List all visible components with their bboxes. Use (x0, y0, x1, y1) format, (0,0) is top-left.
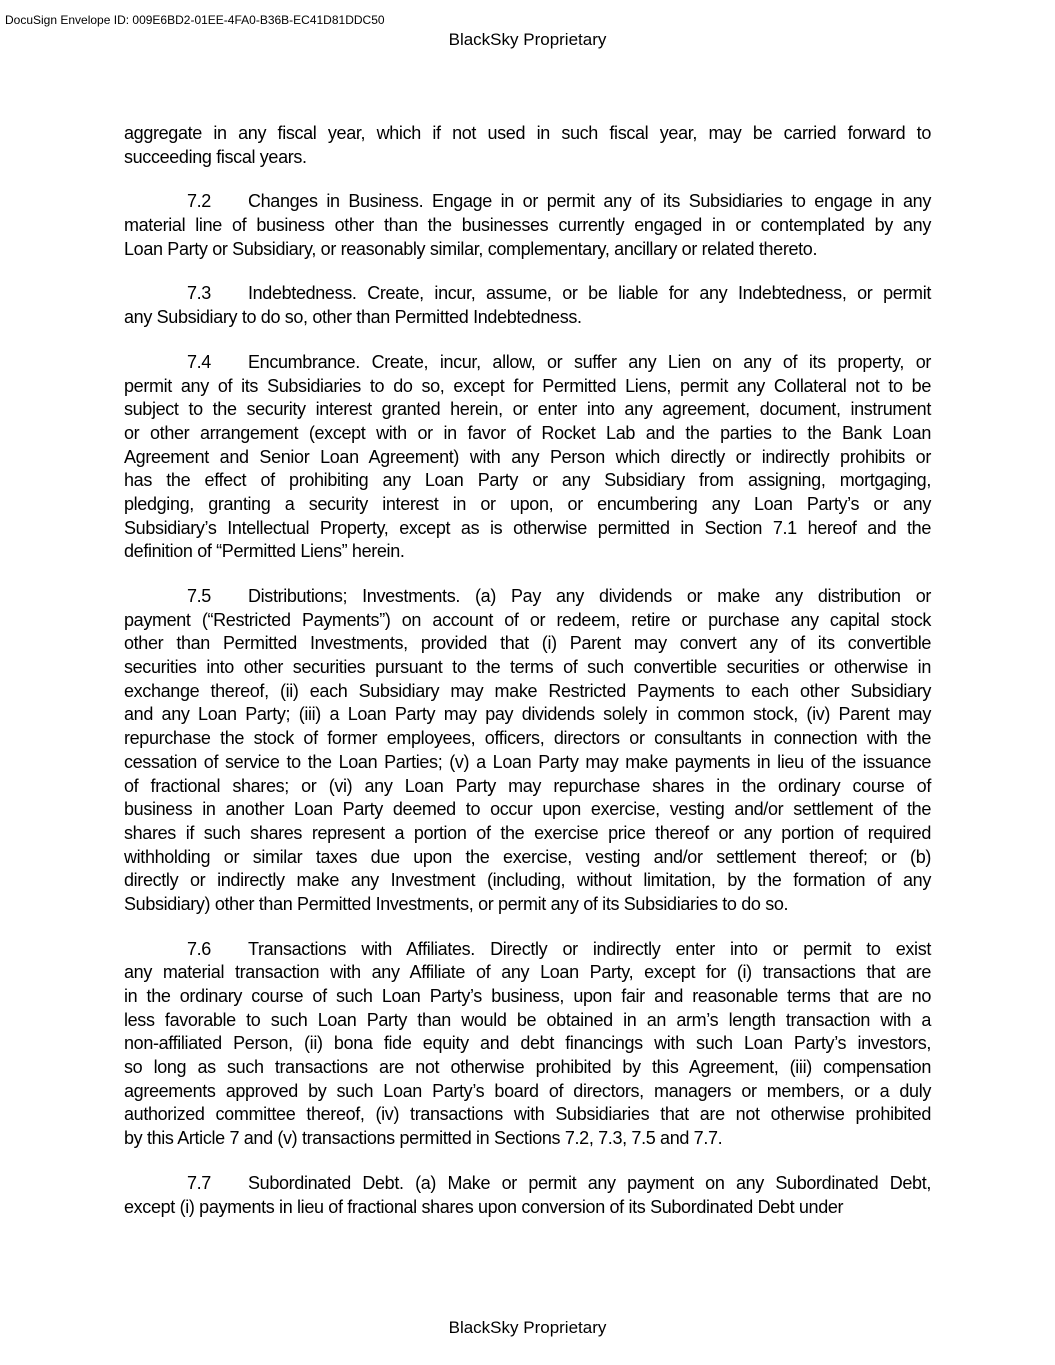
section-7-4 (124, 351, 931, 564)
text-line (124, 282, 931, 306)
text-line: subject to the security interest granted herein, or enter into any agreement, document, instrument (124, 399, 931, 420)
text-line: Subsidiary’s Intellectual Property, except as is otherwise permitted in Section 7.1 hereof and the (124, 517, 931, 538)
docusign-envelope-id: DocuSign Envelope ID: 009E6BD2-01EE-4FA0-B36B-EC41D81DDC50 (5, 13, 385, 27)
page-header: BlackSky Proprietary (448, 30, 607, 49)
section-number: 7.3 (187, 283, 211, 304)
section-number: 7.2 (187, 191, 211, 212)
text-line: Loan Party or Subsidiary, or reasonably similar, complementary, ancillary or related thereto. (124, 238, 818, 259)
section-number: 7.7 (187, 1172, 211, 1193)
section-title: Transactions with Affiliates. (248, 938, 475, 959)
section-text: Engage in or permit any of its Subsidiaries to engage in any (431, 191, 931, 212)
section-title: Distributions; Investments. (248, 586, 460, 606)
text-line: shares if such shares represent a portion of the exercise price thereof or any portion of required (124, 822, 931, 843)
text-line: material line of business other than the businesses currently engaged in or contemplated by any (124, 215, 931, 236)
section-number: 7.4 (187, 351, 211, 372)
section-number: 7.5 (187, 586, 211, 606)
document-body (124, 122, 931, 1240)
text-line (124, 351, 931, 375)
text-line (124, 1172, 931, 1196)
text-line: repurchase the stock of former employees, officers, directors or consultants in connection with the (124, 728, 931, 749)
section-number: 7.6 (187, 938, 211, 959)
text-line: cessation of service to the Loan Parties; (v) a Loan Party may make payments in lieu of the issuance (124, 751, 931, 772)
section-7-3 (124, 282, 931, 329)
text-line: permit any of its Subsidiaries to do so, except for Permitted Liens, permit any Collateral not to be (124, 375, 931, 396)
text-line: Agreement and Senior Loan Agreement) with any Person which directly or indirectly prohibits or (124, 446, 931, 467)
section-title: Encumbrance. (248, 351, 360, 372)
text-line: Subsidiary) other than Permitted Investments, or permit any of its Subsidiaries to do so. (124, 893, 789, 914)
text-line: except (i) payments in lieu of fractional shares upon conversion of its Subordinated Debt under (124, 1196, 844, 1217)
section-text: (a) Make or permit any payment on any Subordinated Debt, (415, 1172, 932, 1193)
text-line: other than Permitted Investments, provided that (i) Parent may convert any of its convertible (124, 633, 931, 654)
text-line: withholding or similar taxes due upon the exercise, vesting and/or settlement thereof; or (b) (124, 846, 931, 867)
text-line: in the ordinary course of such Loan Party’s business, upon fair and reasonable terms that are no (124, 986, 931, 1006)
text-line: non-affiliated Person, (ii) bona fide equity and debt financings with such Loan Party’s investors, (124, 1033, 931, 1054)
section-title: Changes in Business. (248, 191, 424, 212)
text-line: authorized committee thereof, (iv) transactions with Subsidiaries that are not otherwise prohibited (124, 1104, 931, 1125)
text-line: payment (“Restricted Payments”) on account of or redeem, retire or purchase any capital stock (124, 609, 931, 630)
section-7-2 (124, 190, 931, 261)
text-line: and any Loan Party; (iii) a Loan Party may pay dividends solely in common stock, (iv) Parent may (124, 704, 931, 725)
text-line: less favorable to such Loan Party than would be obtained in an arm’s length transaction with a (124, 1009, 931, 1030)
text-line: any Subsidiary to do so, other than Permitted Indebtedness. (124, 307, 582, 328)
text-line: of fractional shares; or (vi) any Loan Party may repurchase shares in the ordinary course of (124, 775, 931, 796)
section-text: (a) Pay any dividends or make any distribution or (475, 586, 931, 606)
text-line: pledging, granting a security interest in or upon, or encumbering any Loan Party’s or any (124, 493, 931, 514)
paragraph (124, 122, 931, 169)
section-text: Directly or indirectly enter into or permit to exist (490, 938, 932, 959)
text-line (124, 938, 931, 962)
text-line: by this Article 7 and (v) transactions permitted in Sections 7.2, 7.3, 7.5 and 7.7. (124, 1128, 723, 1149)
text-line: any material transaction with any Affiliate of any Loan Party, except for (i) transactions that are (124, 962, 931, 983)
section-title: Indebtedness. (248, 283, 357, 304)
section-text: Create, incur, allow, or suffer any Lien on any of its property, or (371, 351, 931, 372)
section-text: Create, incur, assume, or be liable for any Indebtedness, or permit (367, 283, 931, 304)
page-footer: BlackSky Proprietary (448, 1318, 607, 1337)
text-line: exchange thereof, (ii) each Subsidiary may make Restricted Payments to each other Subsidiary (124, 680, 931, 701)
text-line: has the effect of prohibiting any Loan Party or any Subsidiary from assigning, mortgaging, (124, 470, 931, 491)
text-line: definition of “Permitted Liens” herein. (124, 541, 405, 562)
text-line (124, 585, 931, 609)
text-line: succeeding fiscal years. (124, 146, 307, 167)
section-7-5 (124, 585, 931, 917)
text-line: agreements approved by such Loan Party’s board of directors, managers or members, or a duly (124, 1080, 931, 1101)
section-7-6 (124, 938, 931, 1151)
text-line: business in another Loan Party deemed to occur upon exercise, vesting and/or settlement of the (124, 799, 931, 820)
section-7-7 (124, 1172, 931, 1219)
text-line: or other arrangement (except with or in favor of Rocket Lab and the parties to the Bank Loan (124, 422, 931, 443)
text-line (124, 190, 931, 214)
text-line: directly or indirectly make any Investment (including, without limitation, by the formation of any (124, 870, 931, 891)
text-line: aggregate in any fiscal year, which if not used in such fiscal year, may be carried forward to (124, 123, 931, 143)
text-line: so long as such transactions are not otherwise prohibited by this Agreement, (iii) compensation (124, 1057, 931, 1078)
text-line: securities into other securities pursuant to the terms of such convertible securities or otherwise in (124, 657, 931, 678)
section-title: Subordinated Debt. (248, 1172, 404, 1193)
